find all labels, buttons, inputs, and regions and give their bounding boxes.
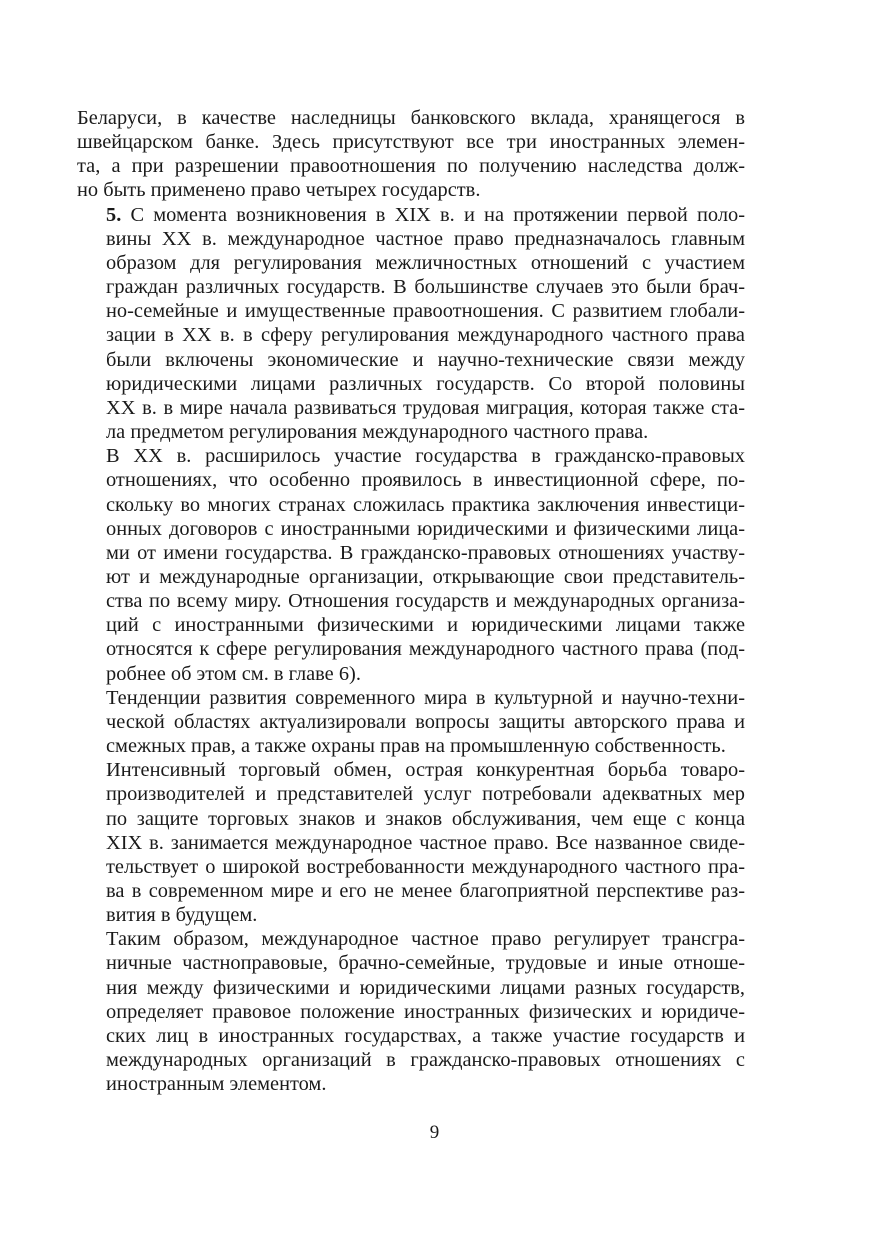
text-line: юридическими лицами различных государств. Со второй половины	[106, 372, 745, 395]
text-line: относятся к сфере регулирования международного частного права (под-	[106, 638, 745, 661]
text-line: иностранным элементом.	[106, 1073, 327, 1096]
text-line: по защите торговых знаков и знаков обслуживания, чем еще с конца	[106, 807, 745, 830]
page-number: 9	[429, 1122, 440, 1143]
text-line: Тенденции развития современного мира в культурной и научно-техни-	[106, 686, 745, 709]
text-line: ла предметом регулирования международного частного права.	[106, 421, 649, 444]
paragraph	[77, 927, 745, 1096]
text-line: ских лиц в иностранных государствах, а также участие государств и	[106, 1024, 745, 1047]
text-line: та, а при разрешении правоотношения по получению наследства долж-	[77, 155, 745, 178]
text-line: ют и международные организации, открывающие свои представитель-	[106, 565, 745, 588]
text-line: скольку во многих странах сложилась практика заключения инвестици-	[106, 493, 745, 516]
text-line: международных организаций в гражданско-правовых отношениях с	[106, 1049, 745, 1072]
paragraph	[77, 106, 745, 203]
text-line: вития в будущем.	[106, 904, 258, 927]
text-line: Таким образом, международное частное право регулирует трансгра-	[106, 928, 745, 951]
text-line: онных договоров с иностранными юридическими и физическими лица-	[106, 517, 745, 540]
text-line: смежных прав, а также охраны прав на промышленную собственность.	[106, 735, 726, 758]
paragraph	[77, 758, 745, 927]
paragraph	[77, 444, 745, 686]
section-number: 5.	[106, 203, 122, 226]
text-line: робнее об этом см. в главе 6).	[106, 662, 361, 685]
text-line: зации в XX в. в сферу регулирования международного частного права	[106, 324, 745, 347]
text-line: производителей и представителей услуг потребовали адекватных мер	[106, 783, 745, 806]
text-line: Беларуси, в качестве наследницы банковского вклада, хранящегося в	[77, 107, 745, 129]
text-line: тельствует о широкой востребованности международного частного пра-	[106, 855, 745, 878]
text-line: В XX в. расширилось участие государства в гражданско-правовых	[106, 445, 745, 468]
text-line: образом для регулирования межличностных отношений с участием	[106, 251, 745, 274]
text-line: ния между физическими и юридическими лицами разных государств,	[106, 976, 745, 999]
paragraph	[77, 203, 745, 445]
text-line: отношениях, что особенно проявилось в инвестиционной сфере, по-	[106, 469, 745, 492]
text-line: ничные частноправовые, брачно-семейные, трудовые и иные отноше-	[106, 952, 745, 975]
text-line	[77, 203, 745, 227]
text-line: но-семейные и имущественные правоотношения. С развитием глобали-	[106, 300, 745, 323]
text-line: XIX в. занимается международное частное право. Все названное свиде-	[106, 831, 745, 854]
text-line: швейцарском банке. Здесь присутствуют все три иностранных элемен-	[77, 131, 745, 154]
paragraph	[77, 686, 745, 758]
text-line: XX в. в мире начала развиваться трудовая миграция, которая также ста-	[106, 396, 745, 419]
text-line: Интенсивный торговый обмен, острая конкурентная борьба товаро-	[106, 759, 745, 782]
text-line-content: С момента возникновения в XIX в. и на протяжении первой поло-	[121, 203, 745, 226]
text-line: были включены экономические и научно-технические связи между	[106, 348, 745, 371]
text-line: определяет правовое положение иностранных физических и юридиче-	[106, 1000, 745, 1023]
body-text	[77, 106, 745, 1096]
text-line: граждан различных государств. В большинстве случаев это были брач-	[106, 276, 745, 299]
text-line: ва в современном мире и его не менее благоприятной перспективе раз-	[106, 880, 745, 902]
text-line: ства по всему миру. Отношения государств и международных организа-	[106, 590, 745, 613]
text-line: но быть применено право четырех государств.	[77, 179, 481, 202]
text-line: ческой областях актуализировали вопросы защиты авторского права и	[106, 710, 745, 733]
text-line: ций с иностранными физическими и юридическими лицами также	[106, 614, 745, 637]
text-line: вины XX в. международное частное право предназначалось главным	[106, 227, 745, 250]
text-line: ми от имени государства. В гражданско-правовых отношениях участву-	[106, 541, 745, 564]
